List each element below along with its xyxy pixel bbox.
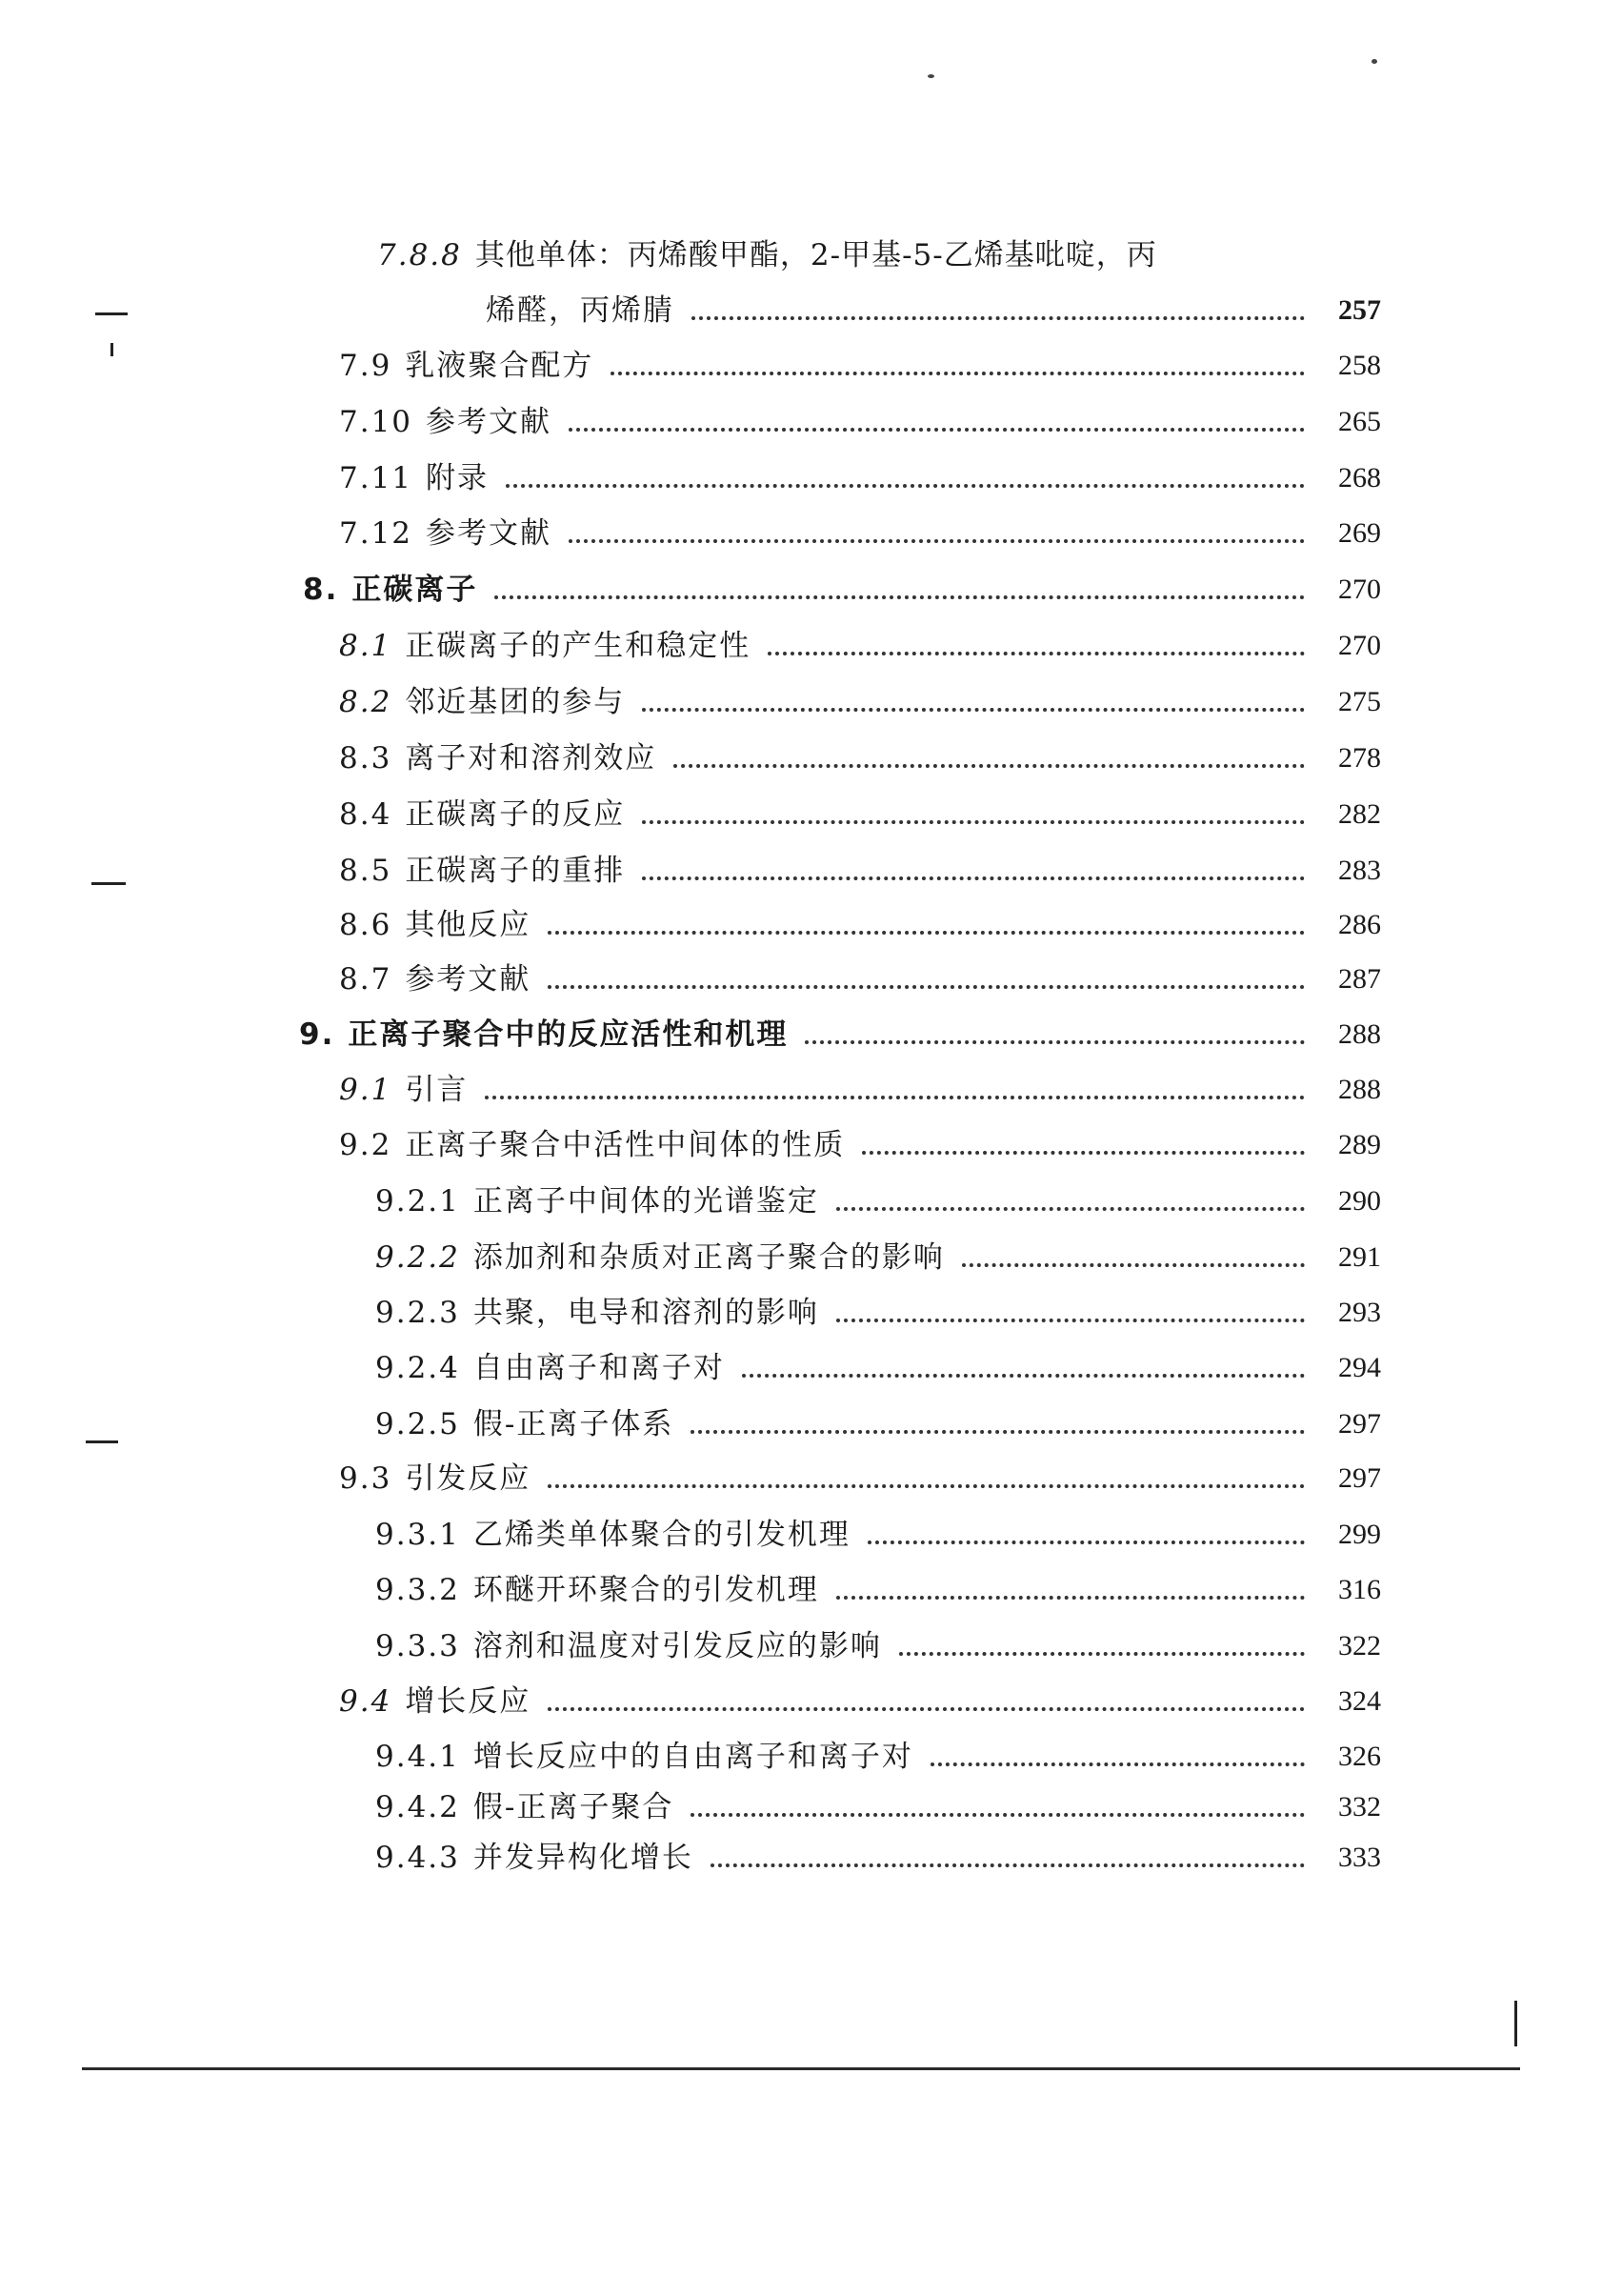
toc-entry-title: 正碳离子 bbox=[351, 573, 478, 607]
dot-leader bbox=[548, 985, 1305, 989]
toc-entry-number: 9.4 bbox=[339, 1684, 392, 1719]
toc-entry-page: 288 bbox=[1338, 1018, 1381, 1050]
toc-entry-title: 附录 bbox=[426, 461, 490, 495]
dot-leader bbox=[836, 1596, 1305, 1600]
toc-entry-number: 8.5 bbox=[339, 854, 392, 888]
margin-mark bbox=[91, 882, 126, 885]
toc-entry-page: 270 bbox=[1338, 630, 1381, 661]
toc-entry-title: 添加剂和杂质对正离子聚合的影响 bbox=[472, 1240, 945, 1275]
dot-leader bbox=[962, 1263, 1305, 1267]
toc-entry-title: 邻近基团的参与 bbox=[405, 685, 626, 719]
toc-entry bbox=[486, 282, 1381, 330]
dot-leader bbox=[548, 1707, 1305, 1711]
toc-entry bbox=[377, 227, 1292, 274]
dot-leader bbox=[642, 876, 1305, 880]
toc-entry-number: 9. bbox=[299, 1017, 335, 1052]
toc-entry-title: 正离子聚合中的反应活性和机理 bbox=[348, 1017, 789, 1052]
toc-entry-page: 326 bbox=[1338, 1741, 1381, 1772]
toc-entry bbox=[339, 674, 1381, 721]
dot-leader bbox=[673, 764, 1305, 768]
toc-entry bbox=[339, 1061, 1381, 1109]
toc-entry-title: 并发异构化增长 bbox=[472, 1841, 693, 1875]
toc-entry-number: 8. bbox=[303, 573, 339, 607]
toc-entry bbox=[339, 1117, 1381, 1164]
toc-entry bbox=[375, 1618, 1381, 1665]
toc-entry-number: 8.3 bbox=[339, 741, 392, 775]
toc-entry bbox=[339, 786, 1381, 834]
toc-entry-page: 265 bbox=[1338, 406, 1381, 437]
toc-entry-title: 正碳离子的重排 bbox=[405, 854, 626, 888]
dot-leader bbox=[742, 1374, 1305, 1378]
toc-entry-page: 294 bbox=[1338, 1352, 1381, 1383]
toc-entry-number: 8.2 bbox=[339, 685, 392, 719]
dot-leader bbox=[494, 595, 1305, 599]
dot-leader bbox=[611, 372, 1305, 375]
toc-entry-number: 7.8.8 bbox=[377, 238, 462, 272]
toc-entry bbox=[339, 393, 1381, 441]
margin-mark bbox=[1514, 2001, 1517, 2046]
dot-leader bbox=[805, 1040, 1305, 1044]
toc-entry-number: 7.10 bbox=[339, 405, 413, 439]
toc-entry-title: 乳液聚合配方 bbox=[405, 349, 594, 383]
toc-entry-number: 9.2.3 bbox=[375, 1296, 460, 1330]
dot-leader bbox=[569, 428, 1305, 432]
toc-entry bbox=[375, 1396, 1381, 1443]
scan-speck bbox=[1372, 59, 1377, 64]
toc-entry-title: 假-正离子聚合 bbox=[472, 1790, 674, 1824]
toc-entry-page: 287 bbox=[1338, 963, 1381, 995]
toc-entry-number: 9.3.3 bbox=[375, 1629, 460, 1663]
scan-speck bbox=[928, 74, 934, 78]
toc-entry-title: 参考文献 bbox=[426, 405, 552, 439]
toc-entry-page: 257 bbox=[1338, 294, 1381, 326]
toc-entry-number: 9.2.2 bbox=[375, 1240, 460, 1275]
toc-entry-number: 9.3 bbox=[339, 1461, 392, 1496]
toc-entry-page: 270 bbox=[1338, 574, 1381, 605]
toc-entry-page: 316 bbox=[1338, 1574, 1381, 1605]
toc-entry bbox=[339, 1450, 1381, 1498]
toc-entry bbox=[339, 617, 1381, 665]
toc-entry-page: 333 bbox=[1338, 1842, 1381, 1873]
dot-leader bbox=[569, 539, 1305, 543]
page-bottom-rule bbox=[82, 2067, 1520, 2070]
toc-entry bbox=[339, 1673, 1381, 1721]
toc-entry bbox=[339, 450, 1381, 497]
toc-entry-page: 278 bbox=[1338, 742, 1381, 774]
toc-entry-number: 9.4.3 bbox=[375, 1841, 460, 1875]
toc-entry-page: 283 bbox=[1338, 855, 1381, 886]
toc-entry-page: 275 bbox=[1338, 686, 1381, 717]
margin-mark bbox=[110, 343, 113, 356]
toc-entry-page: 297 bbox=[1338, 1408, 1381, 1440]
toc-entry-page: 291 bbox=[1338, 1241, 1381, 1273]
toc-entry-page: 293 bbox=[1338, 1297, 1381, 1328]
toc-chapter-entry bbox=[303, 561, 1381, 609]
toc-entry bbox=[339, 896, 1381, 944]
toc-entry-number: 9.2 bbox=[339, 1128, 392, 1162]
toc-entry-page: 286 bbox=[1338, 909, 1381, 940]
toc-entry-page: 289 bbox=[1338, 1129, 1381, 1160]
dot-leader bbox=[642, 820, 1305, 824]
toc-entry bbox=[375, 1339, 1381, 1387]
toc-entry-number: 8.7 bbox=[339, 962, 392, 997]
toc-entry-title: 增长反应 bbox=[405, 1684, 531, 1719]
dot-leader bbox=[691, 316, 1305, 320]
toc-entry bbox=[339, 730, 1381, 777]
toc-entry-title: 参考文献 bbox=[405, 962, 531, 997]
toc-entry-page: 297 bbox=[1338, 1462, 1381, 1494]
toc-entry-page: 258 bbox=[1338, 350, 1381, 381]
toc-entry-page: 282 bbox=[1338, 798, 1381, 830]
toc-entry-title: 乙烯类单体聚合的引发机理 bbox=[472, 1518, 851, 1552]
dot-leader bbox=[931, 1762, 1305, 1766]
toc-entry-title: 参考文献 bbox=[426, 516, 552, 551]
toc-entry-title: 共聚，电导和溶剂的影响 bbox=[472, 1296, 819, 1330]
toc-entry-number: 9.3.2 bbox=[375, 1573, 460, 1607]
toc-entry bbox=[375, 1829, 1381, 1877]
toc-entry-title: 其他单体：丙烯酸甲酯，2-甲基-5-乙烯基吡啶，丙 bbox=[474, 238, 1157, 272]
dot-leader bbox=[711, 1863, 1305, 1867]
dot-leader bbox=[862, 1151, 1305, 1155]
toc-entry-number: 9.3.1 bbox=[375, 1518, 460, 1552]
margin-mark bbox=[86, 1440, 118, 1443]
toc-entry-number: 8.4 bbox=[339, 797, 392, 832]
toc-entry-title: 离子对和溶剂效应 bbox=[405, 741, 657, 775]
toc-entry-title: 自由离子和离子对 bbox=[472, 1351, 725, 1385]
dot-leader bbox=[548, 1484, 1305, 1488]
toc-entry-number: 7.9 bbox=[339, 349, 392, 383]
toc-entry-number: 7.11 bbox=[339, 461, 413, 495]
toc-entry-number: 9.2.4 bbox=[375, 1351, 460, 1385]
toc-entry-title: 溶剂和温度对引发反应的影响 bbox=[472, 1629, 882, 1663]
dot-leader bbox=[691, 1813, 1305, 1817]
toc-entry-page: 299 bbox=[1338, 1519, 1381, 1550]
toc-entry-title: 正离子聚合中活性中间体的性质 bbox=[405, 1128, 846, 1162]
toc-entry-page: 324 bbox=[1338, 1685, 1381, 1717]
toc-entry-number: 8.1 bbox=[339, 629, 392, 663]
toc-entry-title: 引发反应 bbox=[405, 1461, 531, 1496]
toc-chapter-entry bbox=[299, 1006, 1381, 1054]
toc-entry bbox=[375, 1728, 1381, 1776]
dot-leader bbox=[691, 1430, 1305, 1434]
toc-entry-title: 假-正离子体系 bbox=[472, 1407, 674, 1441]
toc-entry-page: 332 bbox=[1338, 1791, 1381, 1823]
dot-leader bbox=[485, 1096, 1305, 1099]
toc-entry-page: 290 bbox=[1338, 1185, 1381, 1217]
toc-entry-page: 288 bbox=[1338, 1074, 1381, 1105]
toc-entry-number: 9.2.1 bbox=[375, 1184, 460, 1218]
toc-entry-title: 增长反应中的自由离子和离子对 bbox=[472, 1740, 913, 1774]
toc-entry-title: 烯醛，丙烯腈 bbox=[486, 293, 674, 328]
toc-entry-number: 7.12 bbox=[339, 516, 413, 551]
toc-entry bbox=[339, 951, 1381, 998]
toc-entry-number: 9.4.2 bbox=[375, 1790, 460, 1824]
toc-entry bbox=[375, 1561, 1381, 1609]
toc-entry-title: 其他反应 bbox=[405, 908, 531, 942]
dot-leader bbox=[548, 931, 1305, 935]
toc-entry-number: 8.6 bbox=[339, 908, 392, 942]
toc-entry bbox=[375, 1229, 1381, 1277]
toc-entry-number: 9.1 bbox=[339, 1073, 392, 1107]
toc-entry bbox=[339, 842, 1381, 890]
toc-entry-page: 268 bbox=[1338, 462, 1381, 493]
toc-entry bbox=[339, 337, 1381, 385]
toc-entry bbox=[375, 1173, 1381, 1220]
dot-leader bbox=[868, 1541, 1305, 1544]
toc-entry-title: 引言 bbox=[405, 1073, 469, 1107]
toc-entry-title: 正碳离子的产生和稳定性 bbox=[405, 629, 751, 663]
dot-leader bbox=[836, 1207, 1305, 1211]
toc-entry-page: 322 bbox=[1338, 1630, 1381, 1662]
toc-entry-title: 正碳离子的反应 bbox=[405, 797, 626, 832]
toc-entry bbox=[375, 1779, 1381, 1826]
dot-leader bbox=[506, 484, 1305, 488]
dot-leader bbox=[899, 1652, 1305, 1656]
toc-entry bbox=[339, 505, 1381, 553]
toc-entry bbox=[375, 1284, 1381, 1332]
toc-entry bbox=[375, 1506, 1381, 1554]
dot-leader bbox=[768, 652, 1305, 655]
toc-entry-page: 269 bbox=[1338, 517, 1381, 549]
margin-mark bbox=[95, 312, 128, 315]
toc-entry-title: 正离子中间体的光谱鉴定 bbox=[472, 1184, 819, 1218]
dot-leader bbox=[836, 1319, 1305, 1322]
dot-leader bbox=[642, 708, 1305, 712]
toc-entry-number: 9.2.5 bbox=[375, 1407, 460, 1441]
toc-entry-title: 环醚开环聚合的引发机理 bbox=[472, 1573, 819, 1607]
toc-entry-number: 9.4.1 bbox=[375, 1740, 460, 1774]
